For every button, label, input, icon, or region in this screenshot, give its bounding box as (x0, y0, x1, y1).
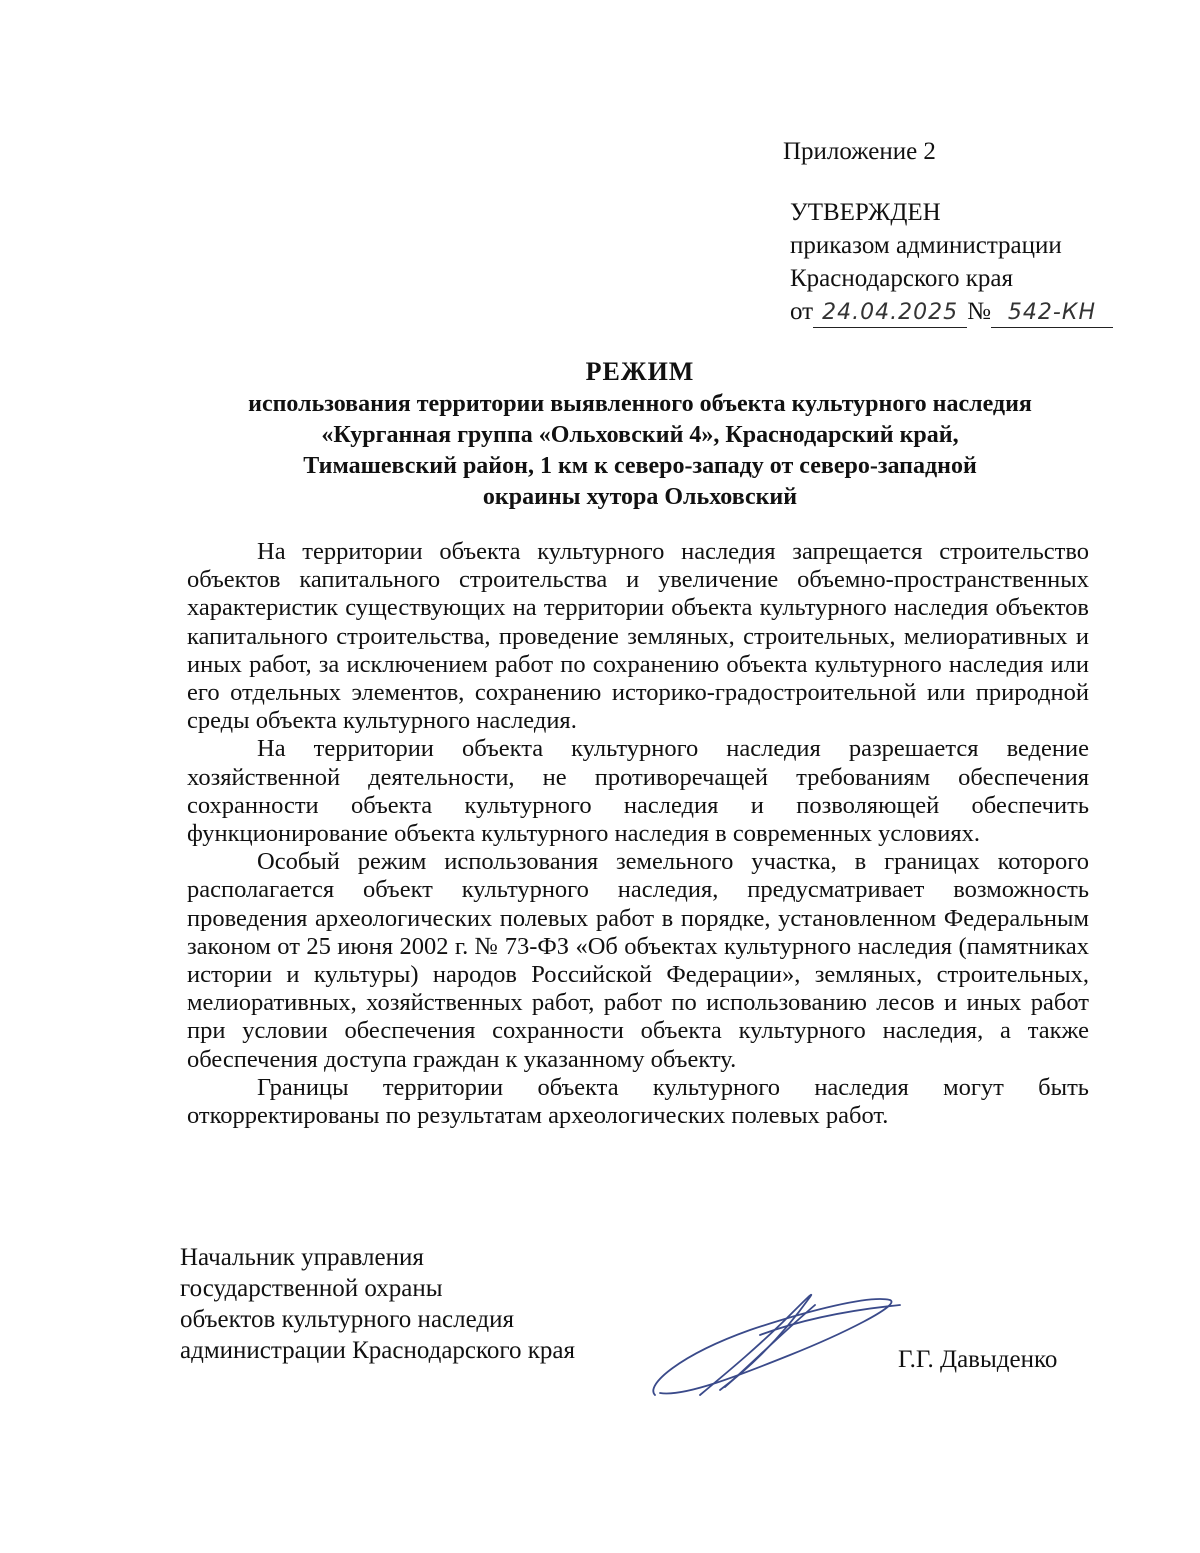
approved-line-1: приказом администрации (790, 232, 1062, 259)
date-prefix: от (790, 298, 814, 325)
number-prefix: № (967, 298, 991, 325)
title-main: РЕЖИМ (585, 357, 695, 386)
approval-date-number (790, 296, 1113, 329)
position-line-2: государственной охраны (180, 1275, 443, 1302)
title-line-4: окраины хутора Ольховский (482, 484, 798, 510)
paragraph-special-regime: Особый режим использования земельного участка, в границах которого располагается объект культурного наследия, предусматривает возможность проведения археологических полевых работ в порядке, установленном Федеральным законом от 25 июня 2002 г. № 73-ФЗ «Об объектах культурного наследия (памятниках истории и культуры) народов Российской Федерации», земляных, строительных, мелиоративных, хозяйственных работ, работ по использованию лесов и иных работ при условии обеспечения сохранности объекта культурного наследия, а также обеспечения доступа граждан к указанному объекту. (187, 848, 1089, 1073)
title-line-3: Тимашевский район, 1 км к северо-западу от северо-западной (303, 453, 977, 479)
position-line-1: Начальник управления (180, 1244, 424, 1271)
position-line-4: администрации Краснодарского края (180, 1337, 576, 1364)
approved-line-2: Краснодарского края (790, 265, 1013, 292)
approved-title: УТВЕРЖДЕН (790, 199, 941, 226)
title-line-2: «Курганная группа «Ольховский 4», Краснодарский край, (321, 422, 959, 448)
paragraph-prohibitions: На территории объекта культурного наследия запрещается строительство объектов капитального строительства и увеличение объемно-пространственных характеристик существующих на территории объекта культурного наследия объектов капитального строительства, проведение земляных, строительных, мелиоративных и иных работ, за исключением работ по сохранению объекта культурного наследия или его отдельных элементов, сохранению историко-градостроительной или природной среды объекта культурного наследия. (187, 538, 1089, 735)
approval-date: 24.04.2025 (813, 299, 967, 328)
paragraph-boundaries: Границы территории объекта культурного наследия могут быть откорректированы по результатам археологических полевых работ. (187, 1073, 1089, 1130)
title-line-1: использования территории выявленного объекта культурного наследия (248, 391, 1032, 417)
approval-block (790, 197, 1113, 329)
signatory-name: Г.Г. Давыденко (898, 1346, 1058, 1373)
document-title (180, 356, 1100, 513)
handwritten-signature (640, 1275, 910, 1415)
approval-number: 542-КН (991, 299, 1113, 328)
position-line-3: объектов культурного наследия (180, 1306, 514, 1333)
signature-strokes (653, 1295, 900, 1395)
document-body (187, 538, 1089, 1130)
appendix-label: Приложение 2 (783, 138, 936, 165)
paragraph-permissions: На территории объекта культурного наследия разрешается ведение хозяйственной деятельности, не противоречащей требованиям обеспечения сохранности объекта культурного наследия и позволяющей обеспечить функционирование объекта культурного наследия в современных условиях. (187, 735, 1089, 848)
signatory-position (180, 1242, 575, 1366)
